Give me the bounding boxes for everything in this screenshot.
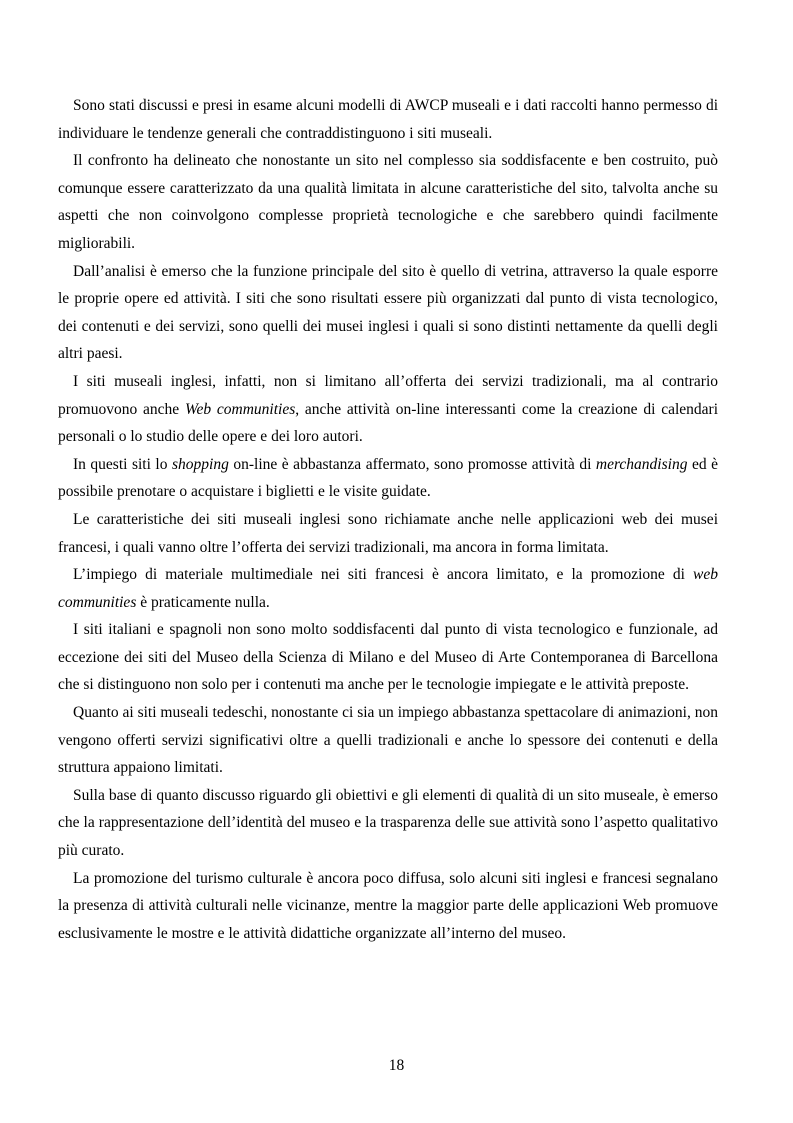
- paragraph: [58, 258, 718, 368]
- text-run: In questi siti lo: [73, 455, 173, 473]
- text-run: , anche attività on-line interessanti come la creazione di calendari personali o lo studio delle opere e dei loro autori.: [58, 400, 718, 446]
- text-run: ed è possibile prenotare o acquistare i biglietti e le visite guidate.: [58, 455, 718, 501]
- paragraph: [58, 368, 718, 451]
- italic-run: merchandising: [595, 455, 688, 473]
- paragraph: [58, 782, 718, 865]
- text-run: I siti museali inglesi, infatti, non si limitano all’offerta dei servizi tradizionali, ma al contrario promuovono anche: [58, 372, 718, 418]
- text-run: è praticamente nulla.: [136, 593, 270, 611]
- text-run: on-line è abbastanza affermato, sono promosse attività di: [228, 455, 596, 473]
- text-run: L’impiego di materiale multimediale nei siti francesi è ancora limitato, e la promozione di: [73, 566, 694, 584]
- paragraph: [58, 865, 718, 948]
- text-run: I siti italiani e spagnoli non sono molto soddisfacenti dal punto di vista tecnologico e funzionale, ad eccezione dei siti del Museo della Scienza di Milano e del Museo di Arte Contemporanea di Barcellona che si distinguono non solo per i contenuti ma anche per le tecnologie impiegate e le attività preposte.: [58, 621, 718, 694]
- text-run: Quanto ai siti museali tedeschi, nonostante ci sia un impiego abbastanza spettacolare di animazioni, non vengono offerti servizi significativi oltre a quelli tradizionali e anche lo spessore dei contenuti e della struttura appaiono limitati.: [58, 704, 718, 777]
- italic-run: web communities: [58, 566, 718, 611]
- text-run: Le caratteristiche dei siti museali inglesi sono richiamate anche nelle applicazioni web dei musei francesi, i quali vanno oltre l’offerta dei servizi tradizionali, ma ancora in forma limitata.: [58, 510, 718, 556]
- text-run: Dall’analisi è emerso che la funzione principale del sito è quello di vetrina, attraverso la quale esporre le proprie opere ed attività. I siti che sono risultati essere più organizzati dal punto di vista tecnologico, dei contenuti e dei servizi, sono quelli dei musei inglesi i quali si sono distinti nettamente da quelli degli altri paesi.: [58, 262, 718, 363]
- page-number: 18: [388, 1057, 405, 1074]
- paragraph: [58, 506, 718, 561]
- paragraph: [58, 561, 718, 616]
- italic-run: shopping: [172, 455, 229, 473]
- paragraph: [58, 147, 718, 257]
- text-run: La promozione del turismo culturale è ancora poco diffusa, solo alcuni siti inglesi e francesi segnalano la presenza di attività culturali nelle vicinanze, mentre la maggior parte delle applicazioni Web promuove esclusivamente le mostre e le attività didattiche organizzate all’interno del museo.: [58, 869, 718, 942]
- text-run: Il confronto ha delineato che nonostante un sito nel complesso sia soddisfacente e ben costruito, può comunque essere caratterizzato da una qualità limitata in alcune caratteristiche del sito, talvolta anche su aspetti che non coinvolgono complesse proprietà tecnologiche e che sarebbero quindi facilmente migliorabili.: [58, 152, 718, 252]
- paragraph: [58, 616, 718, 699]
- text-run: Sulla base di quanto discusso riguardo gli obiettivi e gli elementi di qualità di un sito museale, è emerso che la rappresentazione dell’identità del museo e la trasparenza delle sue attività sono l’aspetto qualitativo più curato.: [58, 786, 718, 860]
- document-body: [58, 92, 718, 947]
- paragraph: [58, 699, 718, 782]
- italic-run: Web communities: [184, 400, 296, 418]
- paragraph: [58, 451, 718, 506]
- paragraph: [58, 92, 718, 147]
- text-run: Sono stati discussi e presi in esame alcuni modelli di AWCP museali e i dati raccolti hanno permesso di individuare le tendenze generali che contraddistinguono i siti museali.: [58, 97, 718, 142]
